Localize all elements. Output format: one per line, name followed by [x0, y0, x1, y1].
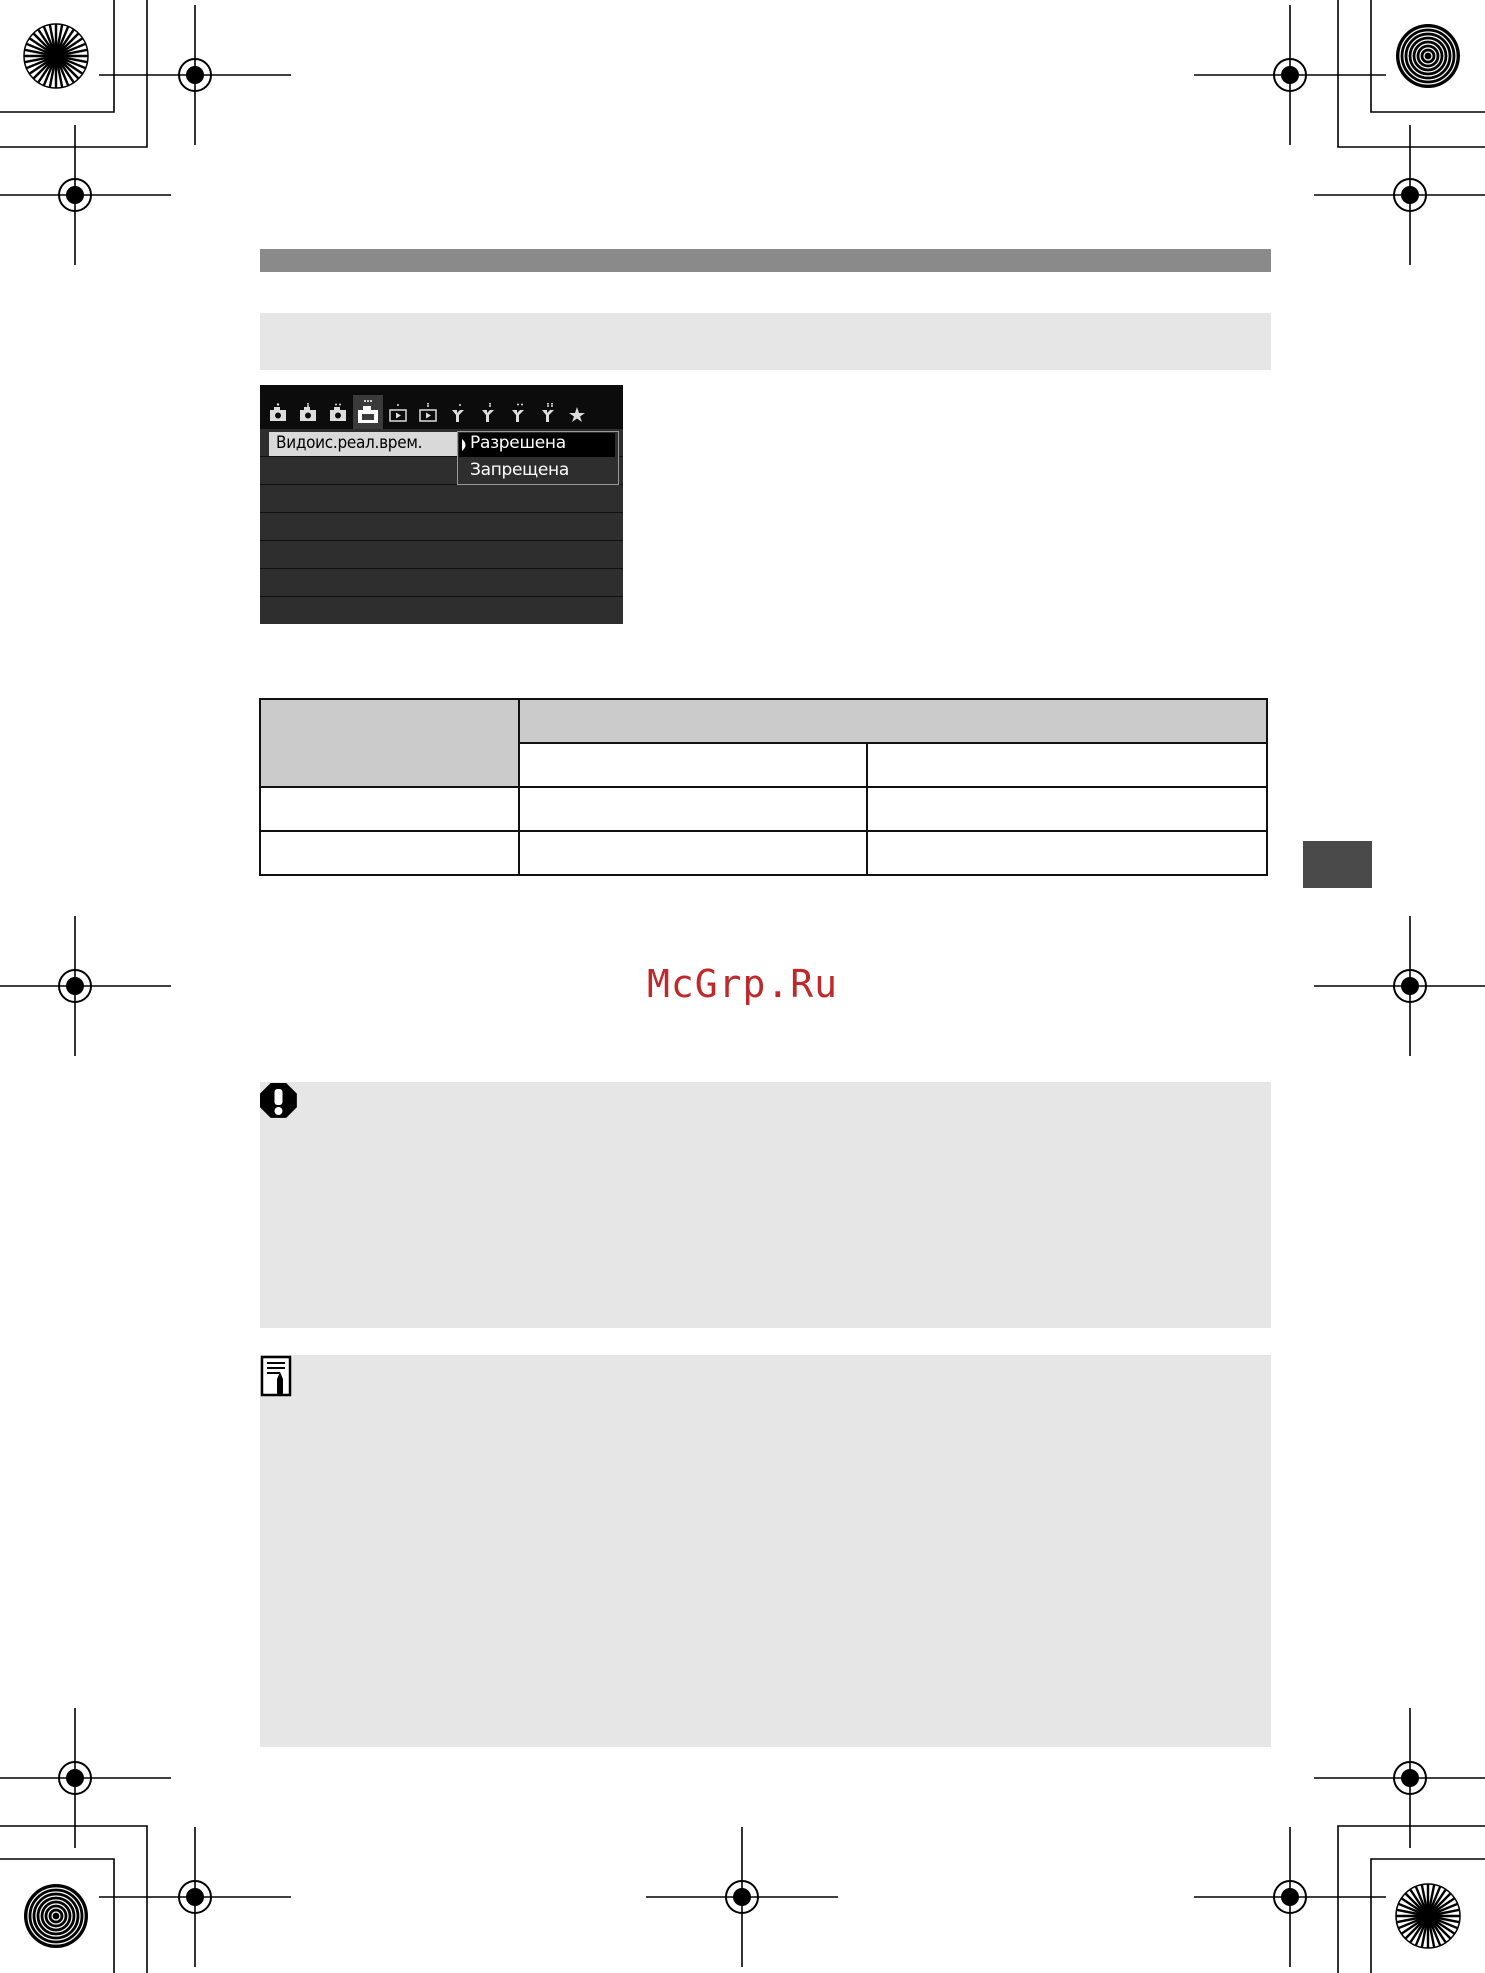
wrench-icon[interactable] — [538, 403, 558, 423]
menu-row — [260, 485, 623, 513]
table-subheader-cell — [867, 743, 1267, 787]
playback-icon[interactable] — [388, 403, 408, 423]
table-row — [260, 787, 1267, 831]
menu-row — [260, 513, 623, 541]
menu-row — [260, 541, 623, 569]
table-cell — [260, 787, 519, 831]
wrench-icon[interactable] — [478, 403, 498, 423]
menu-row — [260, 569, 623, 597]
menu-option-enable[interactable]: Разрешена — [470, 433, 566, 453]
table-header-cell — [260, 699, 519, 787]
camera-icon[interactable] — [353, 395, 383, 429]
table-cell — [519, 787, 867, 831]
menu-tab-strip — [260, 385, 623, 429]
menu-setting-label: Видоис.реал.врем. — [276, 433, 423, 453]
settings-table — [259, 698, 1268, 876]
chapter-side-tab — [1303, 841, 1372, 888]
menu-option-disable[interactable]: Запрещена — [470, 460, 569, 480]
camera-icon[interactable] — [268, 403, 288, 423]
table-header-cell — [519, 699, 1267, 743]
camera-icon[interactable] — [328, 403, 348, 423]
table-cell — [867, 787, 1267, 831]
table-cell — [260, 831, 519, 875]
section-subheader-band — [260, 313, 1271, 370]
table-cell — [519, 831, 867, 875]
table-cell — [867, 831, 1267, 875]
table-subheader-cell — [519, 743, 867, 787]
memo-icon — [260, 1355, 296, 1399]
menu-row — [260, 597, 623, 624]
memo-note-box — [260, 1355, 1271, 1747]
wrench-icon[interactable] — [508, 403, 528, 423]
playback-icon[interactable] — [418, 403, 438, 423]
selection-pointer-icon — [460, 438, 470, 452]
caution-icon — [260, 1082, 300, 1120]
watermark-text: McGrp.Ru — [646, 962, 839, 1006]
camera-icon[interactable] — [298, 403, 318, 423]
wrench-icon[interactable] — [448, 403, 468, 423]
table-row — [260, 831, 1267, 875]
caution-note-box — [260, 1082, 1271, 1328]
camera-menu-screen — [260, 385, 623, 624]
star-icon[interactable] — [567, 403, 587, 423]
section-header-bar — [260, 249, 1271, 272]
